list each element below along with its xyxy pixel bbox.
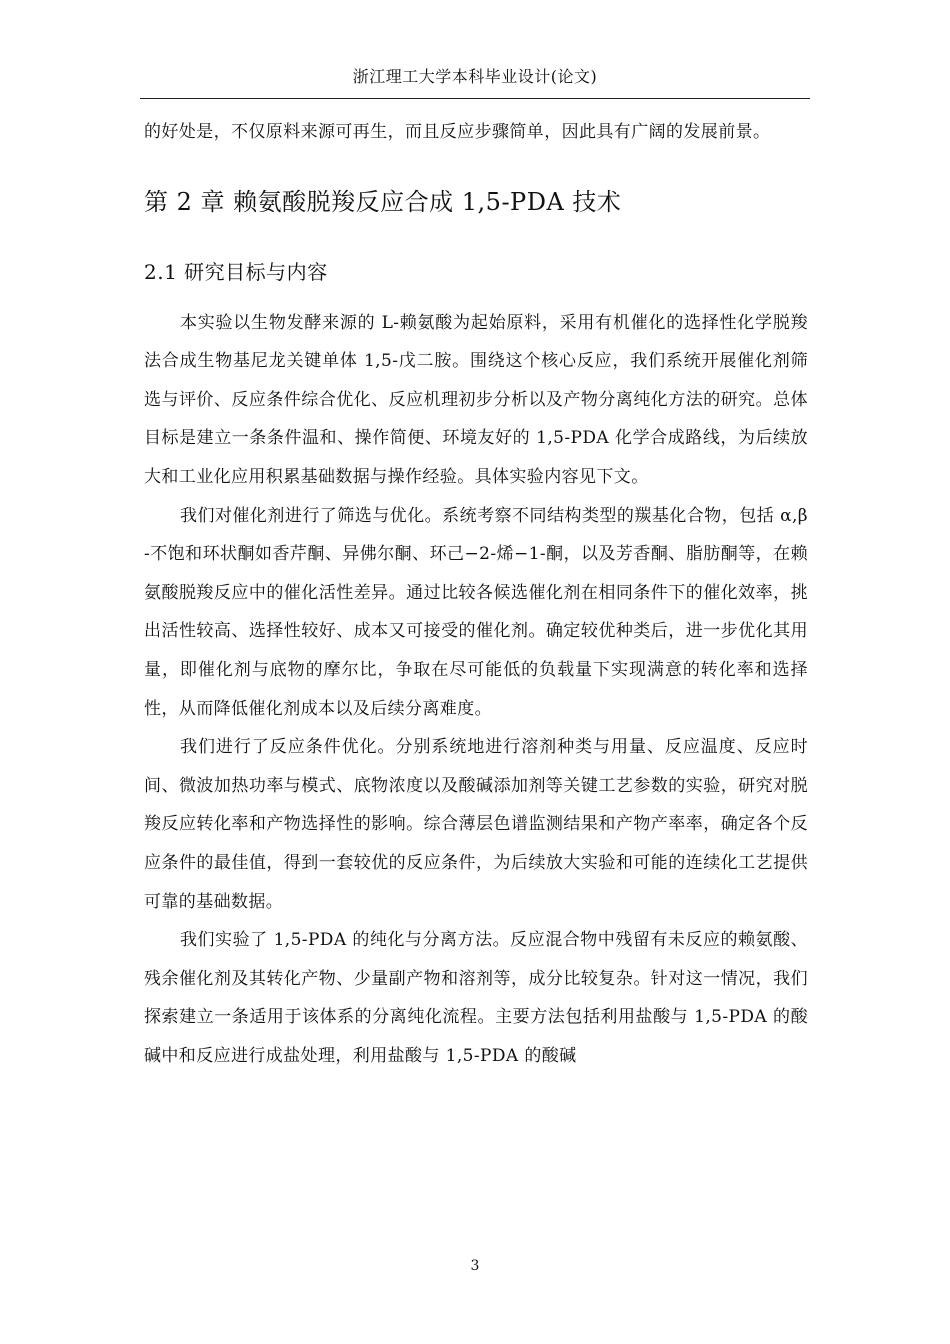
header-rule <box>140 98 810 99</box>
body-paragraph: 本实验以生物发酵来源的 L-赖氨酸为起始原料，采用有机催化的选择性化学脱羧法合成生物基尼龙关键单体 1,5-戊二胺。围绕这个核心反应，我们系统开展催化剂筛选与评价、反应条件综合优化、反应机理初步分析以及产物分离纯化方法的研究。总体目标是建立一条条件温和、操作简便、环境友好的 1,5-PDA 化学合成路线，为后续放大和工业化应用积累基础数据与操作经验。具体实验内容见下文。 <box>144 312 808 487</box>
chapter-title: 第 2 章 赖氨酸脱羧反应合成 1,5-PDA 技术 <box>144 187 622 216</box>
page-number: 3 <box>470 1258 480 1274</box>
body-paragraph: 我们实验了 1,5-PDA 的纯化与分离方法。反应混合物中残留有未反应的赖氨酸、残余催化剂及其转化产物、少量副产物和溶剂等，成分比较复杂。针对这一情况，我们探索建立一条适用于该体系的分离纯化流程。主要方法包括利用盐酸与 1,5-PDA 的酸碱中和反应进行成盐处理，利用盐酸与 1,5-PDA 的酸碱 <box>144 930 808 1066</box>
continued-paragraph: 的好处是，不仅原料来源可再生，而且反应步骤简单，因此具有广阔的发展前景。 <box>144 122 771 142</box>
body-paragraph: 我们对催化剂进行了筛选与优化。系统考察不同结构类型的羰基化合物，包括 α,β-不饱和环状酮如香芹酮、异佛尔酮、环己−2-烯−1-酮，以及芳香酮、脂肪酮等，在赖氨酸脱羧反应中的催化活性差异。通过比较各候选催化剂在相同条件下的催化效率，挑出活性较高、选择性较好、成本又可接受的催化剂。确定较优种类后，进一步优化其用量，即催化剂与底物的摩尔比，争取在尽可能低的负载量下实现满意的转化率和选择性，从而降低催化剂成本以及后续分离难度。 <box>144 505 808 719</box>
section-title: 2.1 研究目标与内容 <box>144 259 328 284</box>
page-content <box>144 113 808 1075</box>
body-paragraph: 我们进行了反应条件优化。分别系统地进行溶剂种类与用量、反应温度、反应时间、微波加热功率与模式、底物浓度以及酸碱添加剂等关键工艺参数的实验，研究对脱羧反应转化率和产物选择性的影响。综合薄层色谱监测结果和产物产率率，确定各个反应条件的最佳值，得到一套较优的反应条件，为后续放大实验和可能的连续化工艺提供可靠的基础数据。 <box>144 737 808 912</box>
running-header: 浙江理工大学本科毕业设计(论文) <box>352 67 598 86</box>
